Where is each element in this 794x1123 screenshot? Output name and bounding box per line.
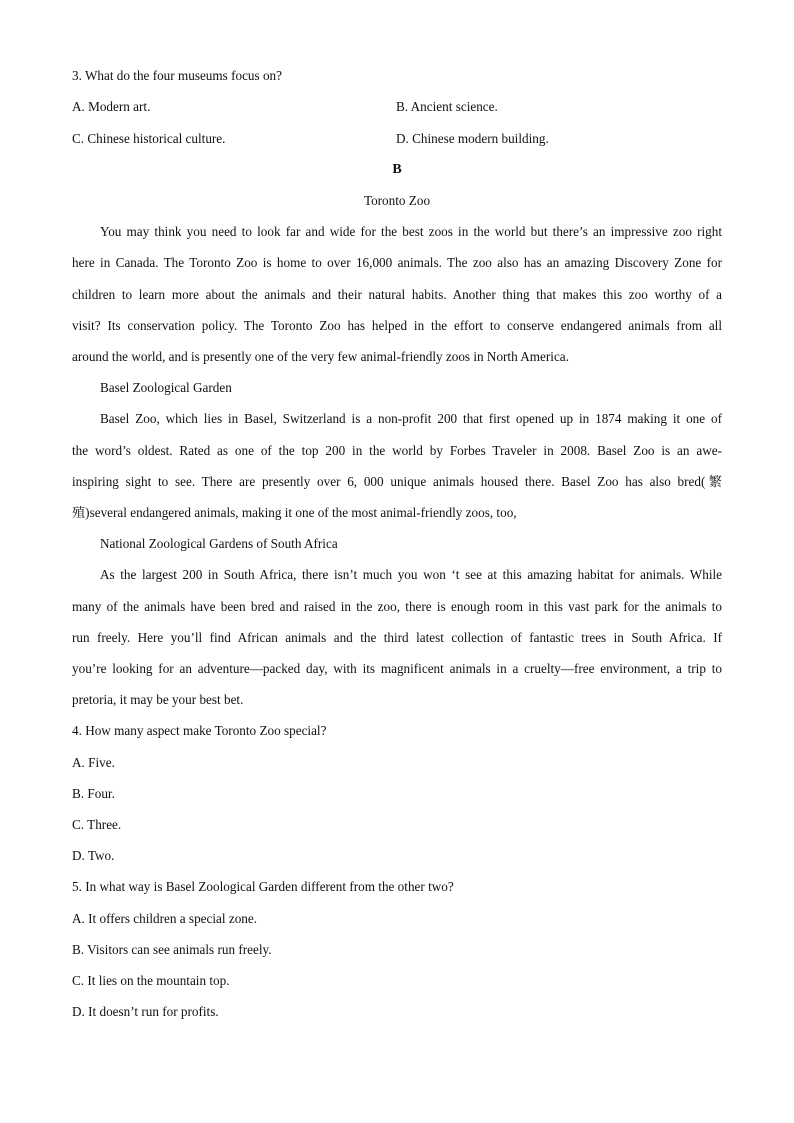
- paragraph-line: inspiring sight to see. There are presently over 6, 000 unique animals housed there. Basel Zoo has also bred(繁: [72, 474, 722, 489]
- paragraph-line: 殖)several endangered animals, making it one of the most animal-friendly zoos, too,: [72, 505, 517, 520]
- paragraph-line: You may think you need to look far and wide for the best zoos in the world but there’s an impressive zoo right: [100, 224, 722, 239]
- paragraph-line: many of the animals have been bred and raised in the zoo, there is enough room in this vast park for the animals to: [72, 599, 722, 614]
- section-label: B: [392, 162, 402, 177]
- paragraph-line: pretoria, it may be your best bet.: [72, 692, 244, 707]
- paragraph-line: run freely. Here you’ll find African animals and the third latest collection of fantastic trees in South Africa. If: [72, 630, 722, 645]
- basel-heading: Basel Zoological Garden: [100, 380, 232, 395]
- question-3-text: 3. What do the four museums focus on?: [72, 68, 282, 83]
- question-5-text: 5. In what way is Basel Zoological Garden different from the other two?: [72, 879, 454, 894]
- question-4-text: 4. How many aspect make Toronto Zoo special?: [72, 723, 327, 738]
- paragraph-line: the word’s oldest. Rated as one of the top 200 in the world by Forbes Traveler in 2008. Basel Zoo is an awe-: [72, 443, 722, 458]
- question-4-option-a: A. Five.: [72, 755, 115, 770]
- question-3-option-c: C. Chinese historical culture.: [72, 131, 226, 146]
- question-3-option-a: A. Modern art.: [72, 99, 151, 114]
- question-3-option-b: B. Ancient science.: [396, 99, 498, 114]
- paragraph-line: you’re looking for an adventure—packed day, with its magnificent animals in a cruelty—free environment, a trip to: [72, 661, 722, 676]
- question-3-option-d: D. Chinese modern building.: [396, 131, 549, 146]
- question-4-option-b: B. Four.: [72, 786, 115, 801]
- paragraph-line: visit? Its conservation policy. The Toronto Zoo has helped in the effort to conserve endangered animals from all: [72, 318, 722, 333]
- paragraph-line: here in Canada. The Toronto Zoo is home to over 16,000 animals. The zoo also has an amazing Discovery Zone for: [72, 255, 722, 270]
- paragraph-line: children to learn more about the animals and their natural habits. Another thing that makes this zoo worthy of a: [72, 287, 722, 302]
- passage-title: Toronto Zoo: [363, 193, 431, 208]
- question-5-option-a: A. It offers children a special zone.: [72, 911, 258, 926]
- question-5-option-d: D. It doesn’t run for profits.: [72, 1004, 219, 1019]
- south-africa-heading: National Zoological Gardens of South Africa: [100, 536, 338, 551]
- question-5-option-c: C. It lies on the mountain top.: [72, 973, 230, 988]
- question-4-option-d: D. Two.: [72, 848, 115, 863]
- question-4-option-c: C. Three.: [72, 817, 122, 832]
- paragraph-line: Basel Zoo, which lies in Basel, Switzerland is a non-profit 200 that first opened up in 1874 making it one of: [100, 411, 722, 426]
- paragraph-line: As the largest 200 in South Africa, there isn’t much you won ‘t see at this amazing habitat for animals. While: [100, 567, 722, 582]
- paragraph-line: around the world, and is presently one of the very few animal-friendly zoos in North America.: [72, 349, 569, 364]
- question-5-option-b: B. Visitors can see animals run freely.: [72, 942, 272, 957]
